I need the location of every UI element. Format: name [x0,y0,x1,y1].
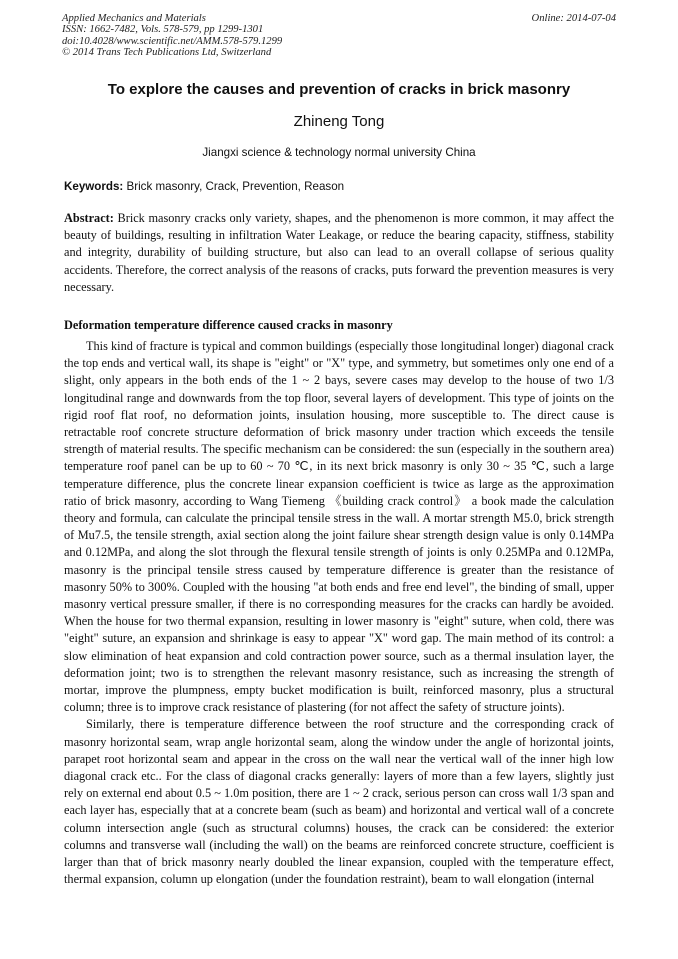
doi-line: doi:10.4028/www.scientific.net/AMM.578-579.1299 [62,35,283,47]
author-affiliation: Jiangxi science & technology normal university China [202,146,476,159]
section-body [64,338,614,889]
journal-name: Applied Mechanics and Materials [62,13,206,24]
publication-header [62,13,282,59]
keywords-label: Keywords: [64,180,124,193]
body-paragraph: This kind of fracture is typical and common buildings (especially those longitudinal longer) diagonal crack the top ends and vertical wall, its shape is "eight" or "X" type, and symmetry, but sometimes only one end of a slight, only appears in the both ends of the 1 ~ 2 bays, severe cases may develop to the house of two 1/3 longitudinal range and downwards from the top floor, several layers of development. This type of joints on the rigid roof flat roof, no deformation joints, insulation housing, more susceptible to. The direct cause is retractable roof concrete structure deformation of brick masonry under traction which exceeds the tensile strength of material results. The specific mechanism can be considered: the sun (especially in the southern area) temperature roof panel can be up to 60 ~ 70 ℃, in its next brick masonry is only 30 ~ 35 ℃, such a large temperature difference, plus the concrete linear expansion coefficient is twice as large as the approximation ratio of brick masonry, according to Wang Tiemeng 《building crack control》 a book made the calculation theory and formula, can calculate the principal tensile stress in the wall. A mortar strength M5.0, brick strength of Mu7.5, the tensile strength, axial section along the joint failure shear strength design value is only 0.14MPa and 0.12MPa, and along the slot through the flexural tensile strength of joints is only 0.25MPa and 0.12MPa, masonry is the principal tensile stress caused by temperature difference is greater than the resistance of masonry 50% to 300%. Coupled with the housing "at both ends and free end level", the binding of small, upper masonry vertical pressure smaller, if there is no corresponding measures for the cracks can hardly be avoided. When the house for two thermal expansion, resulting in lower masonry is "eight" suture, when cold, there was "eight" suture, an expansion and shrinkage is easy to appear "X" word gap. The main method of its control: a slow elimination of heat expansion and cold contraction power source, such as a thermal insulation layer, the deformation joint; two is to strengthen the relevant masonry resistance, such as increasing the strength of mortar, improve the plumpness, empty bucket modification is built, reinforced masonry, plus a structural column; three is to improve crack resistance of plastering (for not affect the safety of structure joints). [64,339,614,715]
section-heading: Deformation temperature difference caused cracks in masonry [64,318,393,332]
author-name: Zhineng Tong [293,113,385,130]
copyright-line: © 2014 Trans Tech Publications Ltd, Switzerland [62,47,272,59]
abstract-text: Brick masonry cracks only variety, shapes, and the phenomenon is more common, it may affect the beauty of buildings, resulting in infiltration Water Leakage, or reduce the bearing capacity, stiffness, stability and integrity, durability of building structure, but also can lead to an overall collapse of serious quality accidents. Therefore, the correct analysis of the reasons of cracks, puts forward the prevention measures is very necessary. [64,211,615,294]
paper-title: To explore the causes and prevention of cracks in brick masonry [107,81,571,98]
abstract [64,210,614,296]
keywords-text: Brick masonry, Crack, Prevention, Reason [126,180,345,193]
body-paragraph: Similarly, there is temperature difference between the roof structure and the corresponding crack of masonry horizontal seam, wrap angle horizontal seam, along the window under the angle of horizontal joints, parapet root horizontal seam and appear in the cross on the wall near the vertical wall of the inner high low diagonal crack etc.. For the class of diagonal cracks generally: layers of more than a few layers, slightly just rely on external end about 0.5 ~ 1.0m position, there are 1 ~ 2 crack, serious person can cross wall 1/3 span and each layer has, especially that at a concrete beam (such as beam) and horizontal and vertical wall of a concrete column intersection angle (such as structural columns) houses, the crack can be considered: the exterior columns and transverse wall (including the wall) on the beams are reinforced concrete structure, coefficient is larger than that of brick masonry nearly doubled the linear expansion, coupled with the temperature effect, thermal expansion, column up elongation (under the foundation restraint), beam to wall elongation (internal [64,717,614,887]
keywords-line [64,180,624,193]
issn-line: ISSN: 1662-7482, Vols. 578-579, pp 1299-1301 [62,24,264,36]
online-date: Online: 2014-07-04 [531,13,616,24]
abstract-label: Abstract: [64,211,114,225]
